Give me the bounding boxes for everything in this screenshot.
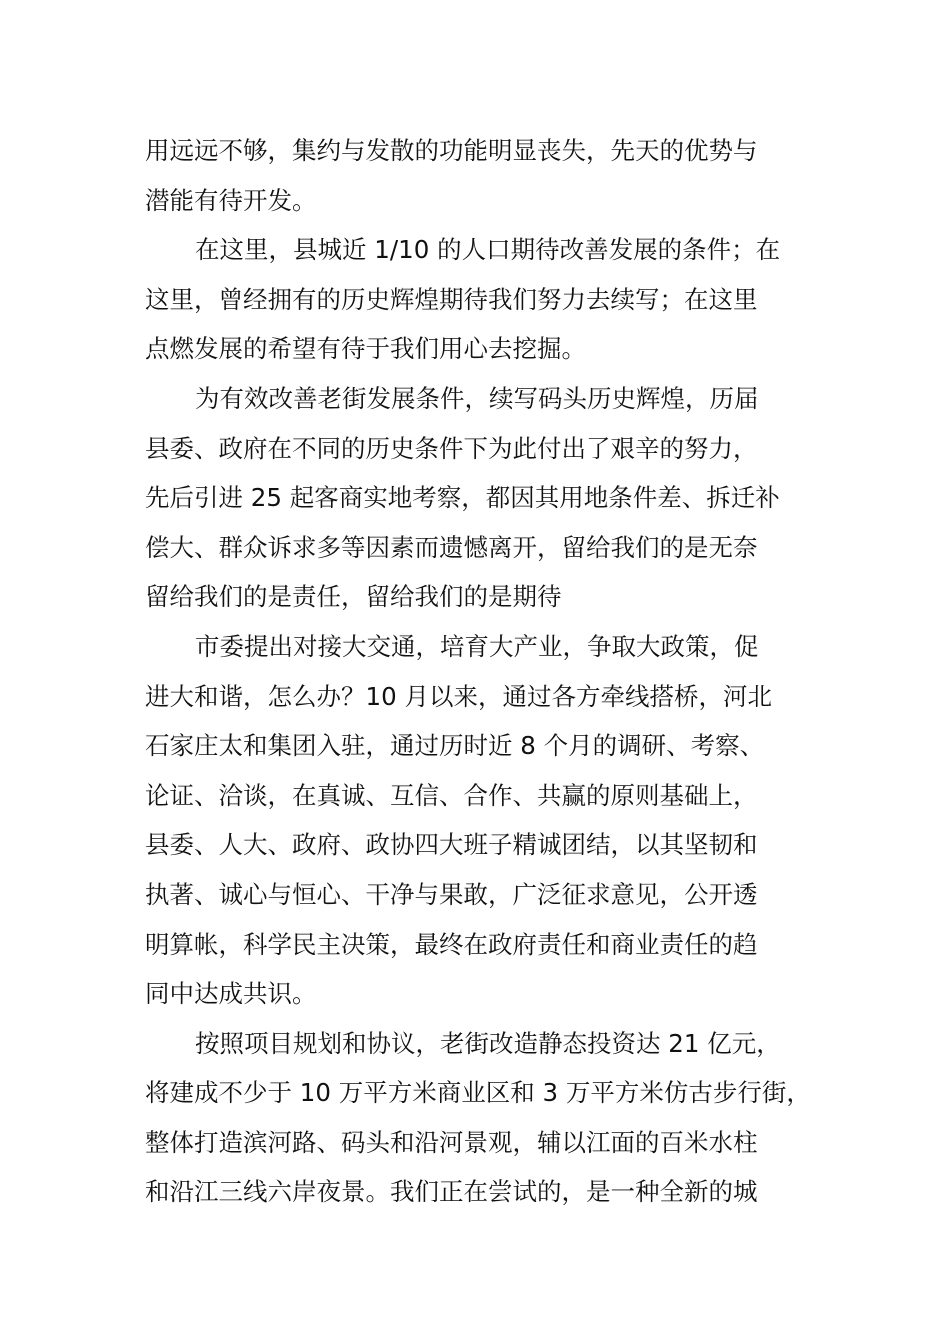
text-line: 市委提出对接大交通，培育大产业，争取大政策，促	[195, 631, 759, 661]
text-line: 明算帐，科学民主决策，最终在政府责任和商业责任的趋	[145, 929, 758, 959]
text-line: 留给我们的是责任，留给我们的是期待	[145, 582, 562, 612]
text-line: 同中达成共识。	[145, 979, 317, 1009]
text-line: 石家庄太和集团入驻，通过历时近 8 个月的调研、考察、	[145, 731, 765, 761]
text-line: 这里，曾经拥有的历史辉煌期待我们努力去续写；在这里	[145, 284, 758, 314]
text-line: 先后引进 25 起客商实地考察，都因其用地条件差、拆迁补	[145, 483, 780, 513]
text-line: 县委、人大、政府、政协四大班子精诚团结，以其坚韧和	[145, 830, 758, 860]
text-line: 和沿江三线六岸夜景。我们正在尝试的，是一种全新的城	[145, 1177, 758, 1207]
text-line: 整体打造滨河路、码头和沿河景观，辅以江面的百米水柱	[145, 1127, 758, 1157]
text-line: 用远远不够，集约与发散的功能明显丧失，先天的优势与	[145, 136, 758, 165]
paragraph-5	[145, 1019, 835, 1217]
paragraph-1	[145, 126, 835, 225]
paragraph-3	[145, 374, 835, 622]
text-line: 论证、洽谈，在真诚、互信、合作、共赢的原则基础上，	[145, 780, 758, 810]
text-line: 为有效改善老街发展条件，续写码头历史辉煌，历届	[195, 383, 759, 413]
text-line: 点燃发展的希望有待于我们用心去挖掘。	[145, 334, 586, 364]
text-line: 进大和谐，怎么办？10 月以来，通过各方牵线搭桥，河北	[145, 681, 772, 711]
text-line: 县委、政府在不同的历史条件下为此付出了艰辛的努力，	[145, 433, 758, 463]
text-line: 在这里，县城近 1/10 的人口期待改善发展的条件；在	[195, 235, 781, 265]
text-line: 执著、诚心与恒心、干净与果敢，广泛征求意见，公开透	[145, 879, 758, 909]
text-line: 偿大、群众诉求多等因素而遗憾离开，留给我们的是无奈	[145, 532, 758, 562]
text-line: 按照项目规划和协议，老街改造静态投资达 21 亿元，	[195, 1028, 781, 1058]
body-text	[145, 126, 835, 1217]
text-line: 潜能有待开发。	[145, 185, 317, 215]
paragraph-4	[145, 622, 835, 1019]
text-line: 将建成不少于 10 万平方米商业区和 3 万平方米仿古步行街，	[145, 1078, 811, 1108]
paragraph-2	[145, 225, 835, 374]
